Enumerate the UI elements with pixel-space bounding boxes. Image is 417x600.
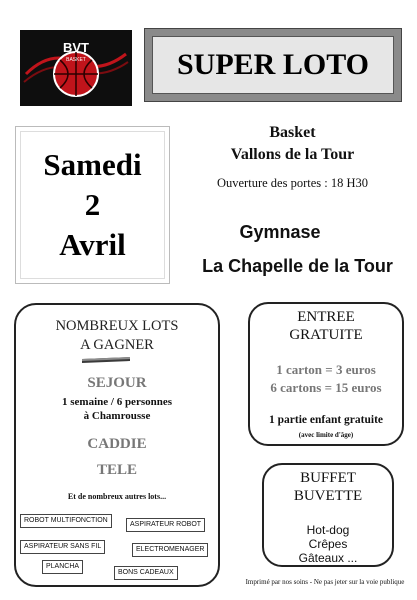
club-line-1: Basket: [269, 124, 316, 141]
prize-tag: ASPIRATEUR ROBOT: [126, 518, 205, 532]
price-single: 1 carton = 3 euros: [276, 362, 376, 377]
doors-opening: Ouverture des portes : 18 H30: [216, 176, 368, 190]
entry-title-line-2: GRATUITE: [289, 327, 363, 343]
buffet-title-line-2: BUVETTE: [293, 488, 363, 504]
title-banner: [144, 28, 402, 102]
title-underline-bar: [80, 356, 132, 364]
prize-sejour: SEJOUR: [87, 375, 147, 391]
price-bundle: 6 cartons = 15 euros: [270, 380, 382, 395]
buffet-items: [264, 523, 392, 565]
prize-sejour-detail: [16, 395, 218, 423]
entry-panel: [248, 302, 404, 446]
date-number: 2: [84, 187, 101, 222]
buffet-item: Hot-dog: [306, 523, 350, 537]
buffet-panel: [262, 463, 394, 567]
basketball-logo-icon: [20, 30, 132, 106]
prize-tele: TELE: [96, 462, 138, 478]
title-banner-inner: [152, 36, 394, 94]
prizes-title-line-1: NOMBREUX LOTS: [55, 318, 179, 334]
prizes-panel: [14, 303, 220, 587]
date-box-inner: [20, 131, 165, 279]
prize-sejour-detail-1: 1 semaine / 6 personnes: [62, 396, 172, 408]
venue-line-1: Gymnase: [239, 222, 321, 242]
event-title: SUPER LOTO: [177, 48, 369, 81]
prize-tag: PLANCHA: [42, 560, 83, 574]
prize-tag: BONS CADEAUX: [114, 566, 178, 580]
entry-title-line-1: ENTREE: [297, 309, 355, 325]
buffet-item: Crêpes: [308, 537, 348, 551]
venue-line-2: La Chapelle de la Tour: [202, 256, 393, 276]
club-line-2: Vallons de la Tour: [230, 146, 355, 163]
buffet-title-line-1: BUFFET: [300, 470, 356, 486]
logo-text: BVT: [63, 40, 89, 55]
club-name: [185, 122, 400, 166]
club-logo: [20, 30, 132, 106]
free-child-game: 1 partie enfant gratuite: [268, 414, 384, 426]
footer-note: Imprimé par nos soins - Ne pas jeter sur la voie publique: [245, 578, 405, 586]
prizes-title-line-2: A GAGNER: [80, 337, 154, 353]
age-limit-note: (avec limite d'âge): [298, 431, 354, 439]
prize-tag: ROBOT MULTIFONCTION: [20, 514, 112, 528]
prize-tag: ASPIRATEUR SANS FIL: [20, 540, 105, 554]
date-month: Avril: [59, 227, 126, 262]
prize-tag: ELECTROMENAGER: [132, 543, 208, 557]
prizes-title: [16, 317, 218, 355]
date-day: Samedi: [43, 147, 142, 182]
buffet-item: Gâteaux ...: [298, 551, 358, 565]
prize-sejour-detail-2: à Chamrousse: [83, 410, 151, 422]
entry-title: [250, 308, 402, 344]
date-box: [15, 126, 170, 284]
buffet-title: [264, 469, 392, 505]
prizes-others: Et de nombreux autres lots...: [67, 492, 167, 501]
prize-caddie: CADDIE: [87, 436, 147, 452]
logo-subtext: BASKET: [66, 57, 86, 63]
